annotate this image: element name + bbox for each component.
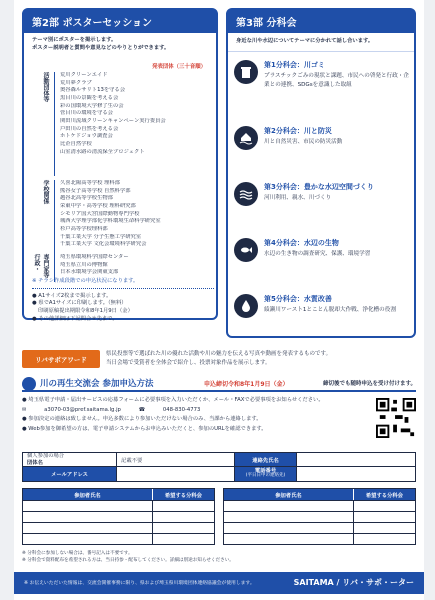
form-footnotes [22,550,416,565]
participant-row[interactable] [23,500,214,511]
phone-label: 電話番号 [254,467,277,474]
rep-input[interactable] [297,453,415,466]
presenter-item: 熊谷女子高等学校 自然科学部 [60,187,131,194]
waves-icon [234,182,258,206]
breakout-session-panel [226,8,416,338]
breakout-intro: 身近な川や水辺についてテーマに分かれて話し合います。 [228,33,414,52]
participants-table-right [223,488,416,545]
apply-after-deadline: 締切後でも随時申込を受け付けます。 [322,381,416,387]
contact-info [22,396,372,434]
session-title: 第3分科会：豊かな水辺空間づくり [264,183,374,191]
participants-table-left [22,488,215,545]
presenter-item: 比企自然学校 [60,141,92,148]
contact-fax: 048-830-4773 [162,406,201,413]
saitama-logo: SAITAMA / リバ・サポ・ーター [293,578,414,587]
application-form [22,452,416,482]
participant-row[interactable] [23,511,214,522]
contact-row [22,406,372,416]
presenter-item: 千葉工業大学 分子生態工学研究室 [60,233,142,240]
wish-col: 希望する分科会 [365,492,403,499]
participant-col: 参加者氏名 [23,489,153,500]
contact-email[interactable]: a3070-03@pref.saitama.lg.jp [44,406,121,413]
form-row [23,467,415,481]
presenter-item: ホトケドジョウ調査会 [60,133,113,140]
poster-session-panel [22,8,218,320]
session-desc: 河川利用、親水、川づくり [264,195,332,201]
group-list [60,72,210,156]
org-note-2: 記載不要 [121,457,143,464]
session-title: 第1分科会：川ゴミ [264,61,325,69]
participant-row[interactable] [23,522,214,533]
note-line: ● その他詳細は下記問合せ先まで。 [32,315,118,322]
qr-code[interactable] [376,398,416,438]
breakout-title: 第3部 分科会 [228,10,414,33]
presenter-item: シモリア国大宮国際動物専門学校 [60,210,140,217]
group-divider [54,72,55,176]
session-desc: 水辺の生き物の調査研究、保護、環境学習 [264,251,371,257]
footer-bar [14,572,424,594]
contact-line-1: ● 埼玉県電子申請・届出サービスの応募フォームに必要事項を入力いただくか、メール・FAXで必要事項をお知らせください。 [22,397,324,403]
note-line: ● A1サイズ2枚まで掲示します。 [32,292,112,299]
session-title: 第5分科会：水質改善 [264,295,332,303]
group-activity [32,72,214,176]
fish-icon [234,238,258,262]
group-label: 学校関係 [42,180,49,204]
intro-line-2: ポスター説明者と質問や意見などのやりとりができます。 [32,44,170,51]
org-label: 団体名 [27,459,43,466]
fax-icon: ☎ [138,406,146,413]
apply-header [22,376,416,392]
participant-row[interactable] [224,533,415,544]
note-line: 印刷原稿提出期限令和8年1月9日（金） [38,308,133,315]
session-desc: 川と自然災害、市民の防災活動 [264,139,343,145]
session-desc: 綾瀬川ワースト1とことん脱却大作戦、浄化槽の役割 [264,307,396,313]
org-note: 個人参加の場合 [27,453,65,460]
poster-session-title: 第2部 ポスターセッション [24,10,216,33]
participants-header [224,489,415,500]
phone-label-cell [235,467,298,481]
phone-sub: (平日日中の連絡先) [245,473,286,479]
presenter-item: 埼玉県環境科学国際センター [60,254,129,260]
group-list [60,254,210,277]
presenter-item: 黒目川の景観を考える会 [60,95,119,102]
org-input[interactable] [117,453,235,466]
presenter-item: 埼玉県立川の博物館 [60,261,108,268]
presenter-item: 山室清水路の清流保全プロジェクト [60,148,145,155]
contact-line-2: ● 参加決定の連絡は致しません。申込多数により参加いただけない場合のみ、当課から連絡します。 [22,416,262,423]
poster-session-intro [24,33,216,56]
presenter-item: 日本水環境学会関東支部 [60,269,119,276]
participant-col: 参加者氏名 [224,489,354,500]
presenter-item: 越谷北高等学校生物部 [60,195,113,202]
contact-line-3: ● Web参加を御希望の方は、電子申請システムからお申込みいただくと、参加のURLを確認できます。 [22,425,267,432]
wish-col: 希望する分科会 [164,492,202,499]
poster-notes-box [32,288,214,324]
participant-row[interactable] [224,500,415,511]
trash-bottle-icon [234,60,258,84]
participant-row[interactable] [224,511,415,522]
intro-line-1: テーマ別にポスターを掲示します。 [32,37,117,43]
presenter-item: 彩の国環境大学修了生の会 [60,102,124,109]
email-icon: ✉ [22,406,27,413]
group-label: 活動団体等 [42,72,49,102]
apply-title: 川の再生交流会 参加申込方法 [40,379,154,389]
presenter-item: 関田川流域クリーンキャンペーン実行委員会 [60,118,166,125]
flyer-page [14,0,424,600]
presenter-item: 戸田川の自然を考える会 [60,125,119,132]
email-input[interactable] [117,467,235,481]
award-line-1: 県民投票等で選ばれた川の優れた活動や川の魅力を伝える写真や動画を発表するものです。 [106,351,332,357]
form-row [23,453,415,467]
presenter-item: 荒川夢クラブ [60,79,92,86]
org-label-cell [23,453,117,466]
house-wave-icon [234,126,258,150]
presenter-item: 栄東中学・高等学校 理科研究部 [60,203,136,210]
group-label: 専門家等行政・ [33,254,49,278]
presenter-item: 荒川クリーンエイド [60,72,108,78]
phone-input[interactable] [297,467,415,481]
session-title: 第4分科会：水辺の生物 [264,239,339,247]
presenter-item: 杉戸高等学校理科部 [60,226,108,233]
presenter-item: 久喜北陽高等学校 理科部 [60,180,120,186]
footnote: ※ 分科会で資料配布を希望される方は、当日持参・配布してください。詳細は別途お知らせください。 [22,558,234,564]
session-title: 第2分科会：川と防災 [264,127,332,135]
session-desc: プラスチックごみの現状と課題、市民への啓発と行政・企業との連携、SDGsを意識した取組 [264,73,409,88]
award-tag: リバサポアワード [22,350,100,368]
participant-row[interactable] [23,533,214,544]
pencil-icon [22,377,36,391]
group-list [60,180,210,249]
poster-notes [32,278,214,323]
rep-label: 連絡先氏名 [235,453,298,466]
apply-deadline: 申込締切令和8年1月9日（金） [204,381,289,388]
note-line: ● 県でA1サイズに印刷します。（無料） [32,300,127,307]
participants-header [23,489,214,500]
presenter-item: 城西大学理学部化学科環境生命科学研究室 [60,218,161,225]
water-drop-icon [234,294,258,318]
footer-text: ※ お伝えいただいた情報は、交流会開催事務に限り、県および埼玉県川環境団体連絡協議会が使用します。 [24,581,255,586]
award-text [106,350,416,368]
presenter-item: 菅目川の環境を守る会 [60,110,113,117]
presenters-label: 発表団体（三十音順） [152,64,206,70]
participant-row[interactable] [224,522,415,533]
email-label: メールアドレス [23,467,117,481]
presenter-item: 奥谷森ルサリト13を守る会 [60,87,126,94]
award-line-2: 当日会場で受賞者を全体会で紹介し、投票対象作品を展示します。 [106,359,271,366]
presenter-item: 千葉工業大学 文化会環境科学研究会 [60,241,147,248]
tape-note: ※ チラシ作成段階での申込状況になります。 [32,278,139,284]
footnote: ※ 分科会に参加しない場合は、番号記入は不要です。 [22,551,133,556]
